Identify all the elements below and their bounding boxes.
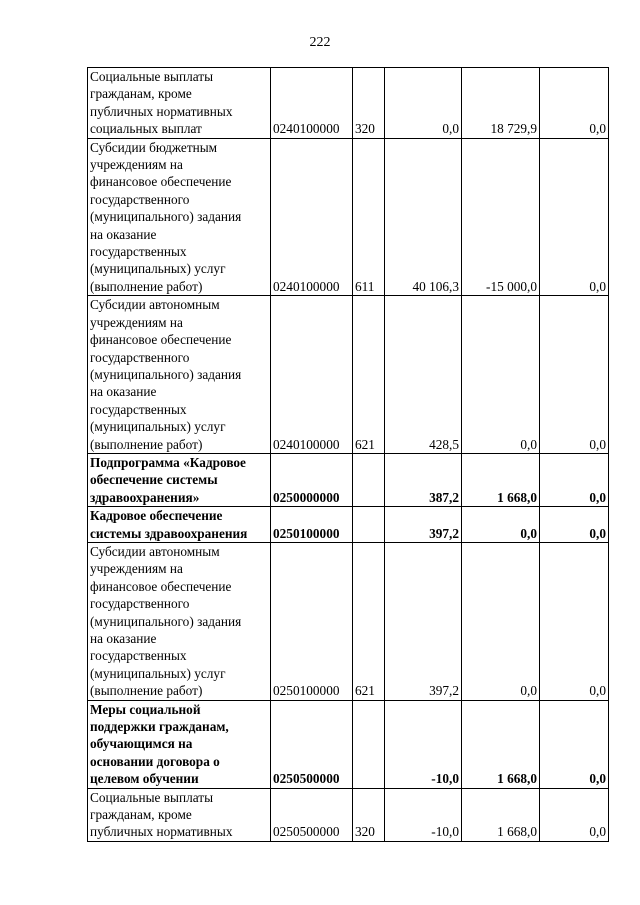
row-name-cell: Социальные выплаты гражданам, кроме публичных нормативных социальных выплат [88, 68, 271, 139]
row-csr-code-cell: 0250500000 [271, 700, 353, 788]
row-csr-code-cell: 0250500000 [271, 788, 353, 841]
row-name-cell: Субсидии автономным учреждениям на финансовое обеспечение государственного (муниципального) задания на оказание государственных (муниципальных) услуг (выполнение работ) [88, 296, 271, 454]
row-name-cell: Кадровое обеспечение системы здравоохранения [88, 507, 271, 543]
row-amount-2-cell: 1 668,0 [462, 700, 540, 788]
table-row [88, 453, 609, 506]
row-name-cell: Социальные выплаты гражданам, кроме публичных нормативных [88, 788, 271, 841]
row-csr-code-cell: 0250100000 [271, 542, 353, 700]
row-amount-3-cell: 0,0 [540, 788, 609, 841]
row-amount-1-cell: -10,0 [385, 788, 462, 841]
row-csr-code-cell: 0240100000 [271, 68, 353, 139]
row-amount-1-cell: 0,0 [385, 68, 462, 139]
table-row [88, 507, 609, 543]
budget-table [87, 67, 609, 842]
table-row [88, 700, 609, 788]
row-csr-code-cell: 0250100000 [271, 507, 353, 543]
row-amount-1-cell: 387,2 [385, 453, 462, 506]
row-csr-code-cell: 0240100000 [271, 138, 353, 296]
row-csr-code-cell: 0240100000 [271, 296, 353, 454]
row-expense-type-cell [353, 507, 385, 543]
row-amount-2-cell: 0,0 [462, 507, 540, 543]
row-name-cell: Подпрограмма «Кадровое обеспечение системы здравоохранения» [88, 453, 271, 506]
row-expense-type-cell: 621 [353, 296, 385, 454]
row-amount-1-cell: 428,5 [385, 296, 462, 454]
row-amount-3-cell: 0,0 [540, 507, 609, 543]
row-amount-2-cell: 1 668,0 [462, 788, 540, 841]
table-row [88, 68, 609, 139]
row-csr-code-cell: 0250000000 [271, 453, 353, 506]
row-amount-1-cell: 397,2 [385, 507, 462, 543]
row-amount-3-cell: 0,0 [540, 68, 609, 139]
row-amount-3-cell: 0,0 [540, 138, 609, 296]
row-name-cell: Субсидии бюджетным учреждениям на финансовое обеспечение государственного (муниципального) задания на оказание государственных (муниципальных) услуг (выполнение работ) [88, 138, 271, 296]
page-number: 222 [309, 35, 331, 50]
row-amount-2-cell: 0,0 [462, 296, 540, 454]
row-amount-2-cell: 1 668,0 [462, 453, 540, 506]
row-expense-type-cell: 621 [353, 542, 385, 700]
row-amount-1-cell: -10,0 [385, 700, 462, 788]
row-amount-3-cell: 0,0 [540, 453, 609, 506]
budget-table-body [88, 68, 609, 842]
row-amount-2-cell: -15 000,0 [462, 138, 540, 296]
row-amount-1-cell: 397,2 [385, 542, 462, 700]
row-name-cell: Меры социальной поддержки гражданам, обучающимся на основании договора о целевом обучении [88, 700, 271, 788]
row-amount-2-cell: 0,0 [462, 542, 540, 700]
row-amount-3-cell: 0,0 [540, 296, 609, 454]
row-amount-3-cell: 0,0 [540, 542, 609, 700]
row-expense-type-cell [353, 700, 385, 788]
row-expense-type-cell [353, 453, 385, 506]
row-amount-2-cell: 18 729,9 [462, 68, 540, 139]
row-expense-type-cell: 611 [353, 138, 385, 296]
row-expense-type-cell: 320 [353, 788, 385, 841]
row-name-cell: Субсидии автономным учреждениям на финансовое обеспечение государственного (муниципального) задания на оказание государственных (муниципальных) услуг (выполнение работ) [88, 542, 271, 700]
row-amount-1-cell: 40 106,3 [385, 138, 462, 296]
table-row [88, 138, 609, 296]
row-amount-3-cell: 0,0 [540, 700, 609, 788]
table-row [88, 542, 609, 700]
table-row [88, 788, 609, 841]
table-row [88, 296, 609, 454]
row-expense-type-cell: 320 [353, 68, 385, 139]
